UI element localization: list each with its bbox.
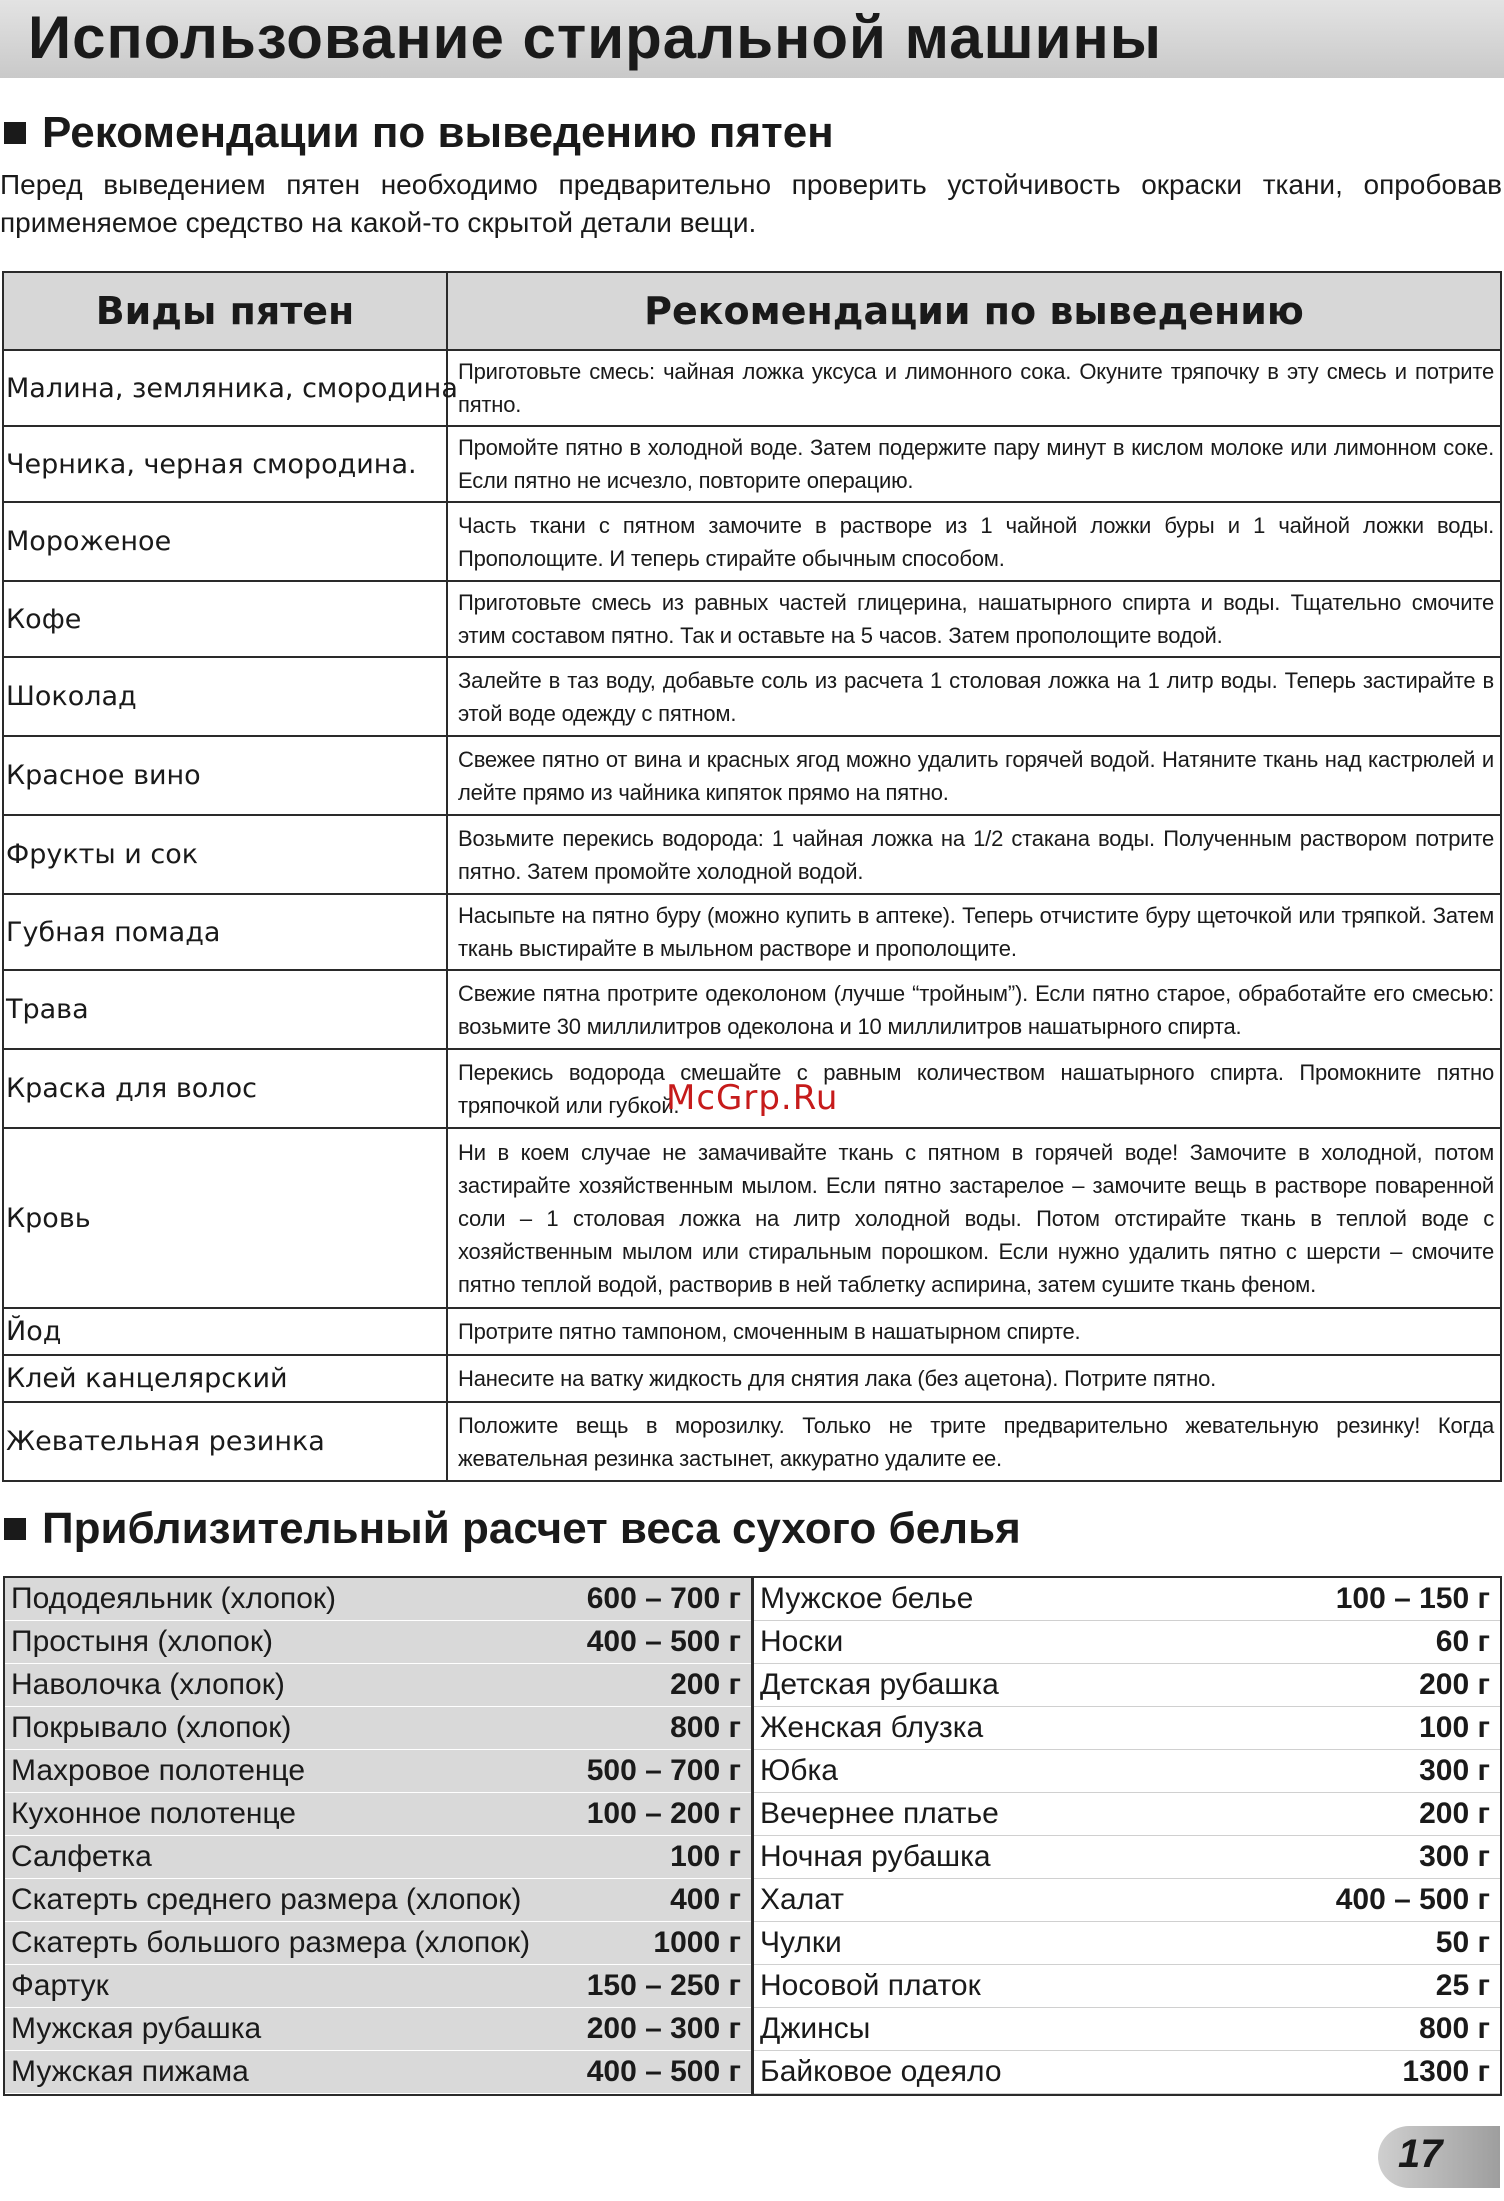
- weight-row: [5, 1750, 751, 1793]
- weight-item-name: Скатерть большого размера (хлопок): [11, 1926, 531, 1959]
- weight-item-name: Салфетка: [11, 1840, 152, 1873]
- stain-type: Шоколад: [3, 657, 447, 736]
- stain-type: Кровь: [3, 1128, 447, 1308]
- stain-recommendation: Возьмите перекись водорода: 1 чайная ложка на 1/2 стакана воды. Полученным раствором потрите пятно. Затем промойте холодной водой.: [447, 815, 1501, 894]
- stain-recommendation: Свежие пятна протрите одеколоном (лучше “тройным”). Если пятно старое, обработайте его смесью: возьмите 30 миллилитров одеколона и 10 миллилитров нашатырного спирта.: [447, 970, 1501, 1049]
- stain-recommendation: Перекись водорода смешайте с равным количеством нашатырного спирта. Промокните пятно тряпочкой или губкой.: [447, 1049, 1501, 1128]
- stain-recommendation: Приготовьте смесь из равных частей глицерина, нашатырного спирта и воды. Тщательно смочите этим составом пятно. Так и оставьте на 5 часов. Затем прополощите водой.: [447, 581, 1501, 657]
- weight-item-name: Юбка: [760, 1754, 838, 1787]
- weight-row: [5, 2051, 751, 2093]
- weight-value: 100 г: [1419, 1711, 1490, 1744]
- stain-recommendation: Приготовьте смесь: чайная ложка уксуса и лимонного сока. Окуните тряпочку в эту смесь и потрите пятно.: [447, 350, 1501, 426]
- stain-recommendation: Ни в коем случае не замачивайте ткань с пятном в горячей воде! Замочите в холодной, потом застирайте хозяйственным мылом. Если пятно застарелое – замочите вещь в растворе поваренной соли – 1 столовая ложка на литр холодной воды. Потом отстирайте ткань в теплой воде с хозяйственным мылом или стиральным порошком. Если нужно удалить пятно с шерсти – смочите пятно теплой водой, растворив в ней таблетку аспирина, затем сушите ткань феном.: [447, 1128, 1501, 1308]
- stain-table-header: [3, 272, 1501, 350]
- weight-item-name: Женская блузка: [760, 1711, 984, 1744]
- weight-row: [754, 1965, 1500, 2008]
- stain-type: Фрукты и сок: [3, 815, 447, 894]
- stain-type: Кофе: [3, 581, 447, 657]
- weights-column-left: [5, 1578, 751, 2094]
- stain-type: Черника, черная смородина.: [3, 426, 447, 502]
- col-header-recommendation: Рекомендации по выведению: [447, 272, 1501, 350]
- stain-table: [2, 271, 1502, 1482]
- weight-row: [754, 1664, 1500, 1707]
- weight-row: [5, 1793, 751, 1836]
- weight-row: [754, 1793, 1500, 1836]
- stain-recommendation: Насыпьте на пятно буру (можно купить в аптеке). Теперь отчистите буру щеточкой или тряпкой. Затем ткань выстирайте в мыльном растворе и прополощите.: [447, 894, 1501, 970]
- weight-row: [5, 1965, 751, 2008]
- weight-row: [5, 1621, 751, 1664]
- weight-row: [754, 1707, 1500, 1750]
- weight-item-name: Кухонное полотенце: [11, 1797, 296, 1830]
- watermark: McGrp.Ru: [666, 1078, 839, 1118]
- stains-intro: Перед выведением пятен необходимо предварительно проверить устойчивость окраски ткани, опробовав применяемое средство на какой-то скрытой детали вещи.: [0, 169, 1502, 238]
- weight-value: 1300 г: [1402, 2055, 1490, 2088]
- stain-type: Трава: [3, 970, 447, 1049]
- stain-recommendation: Нанесите на ватку жидкость для снятия лака (без ацетона). Потрите пятно.: [447, 1355, 1501, 1402]
- page-title: Использование стиральной машины: [28, 4, 1162, 71]
- weight-item-name: Махровое полотенце: [11, 1754, 306, 1787]
- weight-value: 400 – 500 г: [586, 1625, 741, 1658]
- weight-row: [5, 2008, 751, 2051]
- stain-row: [3, 350, 1501, 426]
- stain-recommendation: Протрите пятно тампоном, смоченным в нашатырном спирте.: [447, 1308, 1501, 1355]
- weight-value: 200 г: [1419, 1668, 1490, 1701]
- weights-heading-text: Приблизительный расчет веса сухого белья: [42, 1504, 1021, 1553]
- weight-row: [754, 1836, 1500, 1879]
- weight-item-name: Чулки: [760, 1926, 842, 1959]
- weight-item-name: Мужская пижама: [11, 2055, 249, 2088]
- weight-item-name: Мужское белье: [760, 1582, 974, 1615]
- stain-type: Малина, земляника, смородина: [3, 350, 447, 426]
- weight-row: [754, 2051, 1500, 2094]
- stain-row: [3, 894, 1501, 970]
- stain-row: [3, 657, 1501, 736]
- stain-type: Клей канцелярский: [3, 1355, 447, 1402]
- weight-value: 400 г: [670, 1883, 741, 1916]
- stain-table-body: [3, 350, 1501, 1481]
- weight-item-name: Наволочка (хлопок): [11, 1668, 285, 1701]
- weight-row: [5, 1578, 751, 1621]
- weight-row: [5, 1922, 751, 1965]
- weight-value: 200 – 300 г: [586, 2012, 741, 2045]
- weight-row: [754, 1879, 1500, 1922]
- stain-type: Краска для волос: [3, 1049, 447, 1128]
- weight-item-name: Носовой платок: [760, 1969, 981, 2002]
- weight-value: 150 – 250 г: [586, 1969, 741, 2002]
- page-number: 17: [1398, 2132, 1443, 2176]
- weight-row: [5, 1879, 751, 1922]
- weight-row: [5, 1707, 751, 1750]
- weight-value: 200 г: [1419, 1797, 1490, 1830]
- weight-value: 400 – 500 г: [1335, 1883, 1490, 1916]
- page-title-bar: [0, 0, 1504, 78]
- col-header-stain: Виды пятен: [3, 272, 447, 350]
- bullet-square-icon: [4, 1518, 26, 1540]
- stain-row: [3, 1402, 1501, 1481]
- weight-item-name: Халат: [760, 1883, 844, 1916]
- weight-value: 500 – 700 г: [586, 1754, 741, 1787]
- weight-item-name: Пододеяльник (хлопок): [11, 1582, 337, 1615]
- weight-item-name: Мужская рубашка: [11, 2012, 262, 2045]
- bullet-square-icon: [4, 122, 26, 144]
- weight-value: 100 – 200 г: [586, 1797, 741, 1830]
- stain-row: [3, 815, 1501, 894]
- weight-item-name: Покрывало (хлопок): [11, 1711, 292, 1744]
- weight-row: [754, 2008, 1500, 2051]
- weight-value: 50 г: [1435, 1926, 1490, 1959]
- stain-row: [3, 736, 1501, 815]
- weight-row: [754, 1621, 1500, 1664]
- weight-item-name: Простыня (хлопок): [11, 1625, 273, 1658]
- stain-recommendation: Промойте пятно в холодной воде. Затем подержите пару минут в кислом молоке или лимонном соке. Если пятно не исчезло, повторите операцию.: [447, 426, 1501, 502]
- weight-item-name: Джинсы: [760, 2012, 871, 2045]
- stain-type: Йод: [3, 1308, 447, 1355]
- stain-type: Губная помада: [3, 894, 447, 970]
- stain-row: [3, 970, 1501, 1049]
- weights-column-right: [751, 1578, 1500, 2094]
- weight-value: 100 – 150 г: [1335, 1582, 1490, 1615]
- weight-item-name: Детская рубашка: [760, 1668, 999, 1701]
- weight-item-name: Вечернее платье: [760, 1797, 999, 1830]
- weight-row: [754, 1578, 1500, 1621]
- page-number-badge: [1378, 2126, 1500, 2188]
- stain-recommendation: Часть ткани с пятном замочите в растворе из 1 чайной ложки буры и 1 чайной ложки воды. Прополощите. И теперь стирайте обычным способом.: [447, 502, 1501, 581]
- stain-row: [3, 1355, 1501, 1402]
- weight-item-name: Фартук: [11, 1969, 109, 2002]
- weight-row: [754, 1750, 1500, 1793]
- stain-row: [3, 502, 1501, 581]
- stain-recommendation: Залейте в таз воду, добавьте соль из расчета 1 столовая ложка на 1 литр воды. Теперь застирайте в этой воде одежду с пятном.: [447, 657, 1501, 736]
- weight-row: [754, 1922, 1500, 1965]
- stain-row: [3, 1308, 1501, 1355]
- stain-type: Мороженое: [3, 502, 447, 581]
- stain-type: Жевательная резинка: [3, 1402, 447, 1481]
- stain-row: [3, 1128, 1501, 1308]
- weight-item-name: Скатерть среднего размера (хлопок): [11, 1883, 522, 1916]
- weight-value: 60 г: [1435, 1625, 1490, 1658]
- weight-value: 1000 г: [653, 1926, 741, 1959]
- weight-value: 300 г: [1419, 1754, 1490, 1787]
- weights-section-heading: [0, 1502, 1021, 1556]
- weight-item-name: Байковое одеяло: [760, 2055, 1002, 2088]
- weight-value: 800 г: [1419, 2012, 1490, 2045]
- weight-item-name: Носки: [760, 1625, 844, 1658]
- stain-recommendation: Свежее пятно от вина и красных ягод можно удалить горячей водой. Натяните ткань над кастрюлей и лейте прямо из чайника кипяток прямо на пятно.: [447, 736, 1501, 815]
- weight-row: [5, 1836, 751, 1879]
- stains-heading-text: Рекомендации по выведению пятен: [42, 108, 834, 157]
- weight-value: 400 – 500 г: [586, 2055, 741, 2088]
- stain-row: [3, 581, 1501, 657]
- weight-value: 800 г: [670, 1711, 741, 1744]
- weight-item-name: Ночная рубашка: [760, 1840, 991, 1873]
- weight-value: 25 г: [1435, 1969, 1490, 2002]
- weight-row: [5, 1664, 751, 1707]
- stain-type: Красное вино: [3, 736, 447, 815]
- weights-table: [3, 1576, 1502, 2096]
- weight-value: 600 – 700 г: [586, 1582, 741, 1615]
- stain-row: [3, 426, 1501, 502]
- weight-value: 200 г: [670, 1668, 741, 1701]
- weight-value: 300 г: [1419, 1840, 1490, 1873]
- stains-section-heading: [0, 106, 834, 160]
- stain-recommendation: Положите вещь в морозилку. Только не трите предварительно жевательную резинку! Когда жевательная резинка застынет, аккуратно удалите ее.: [447, 1402, 1501, 1481]
- weight-value: 100 г: [670, 1840, 741, 1873]
